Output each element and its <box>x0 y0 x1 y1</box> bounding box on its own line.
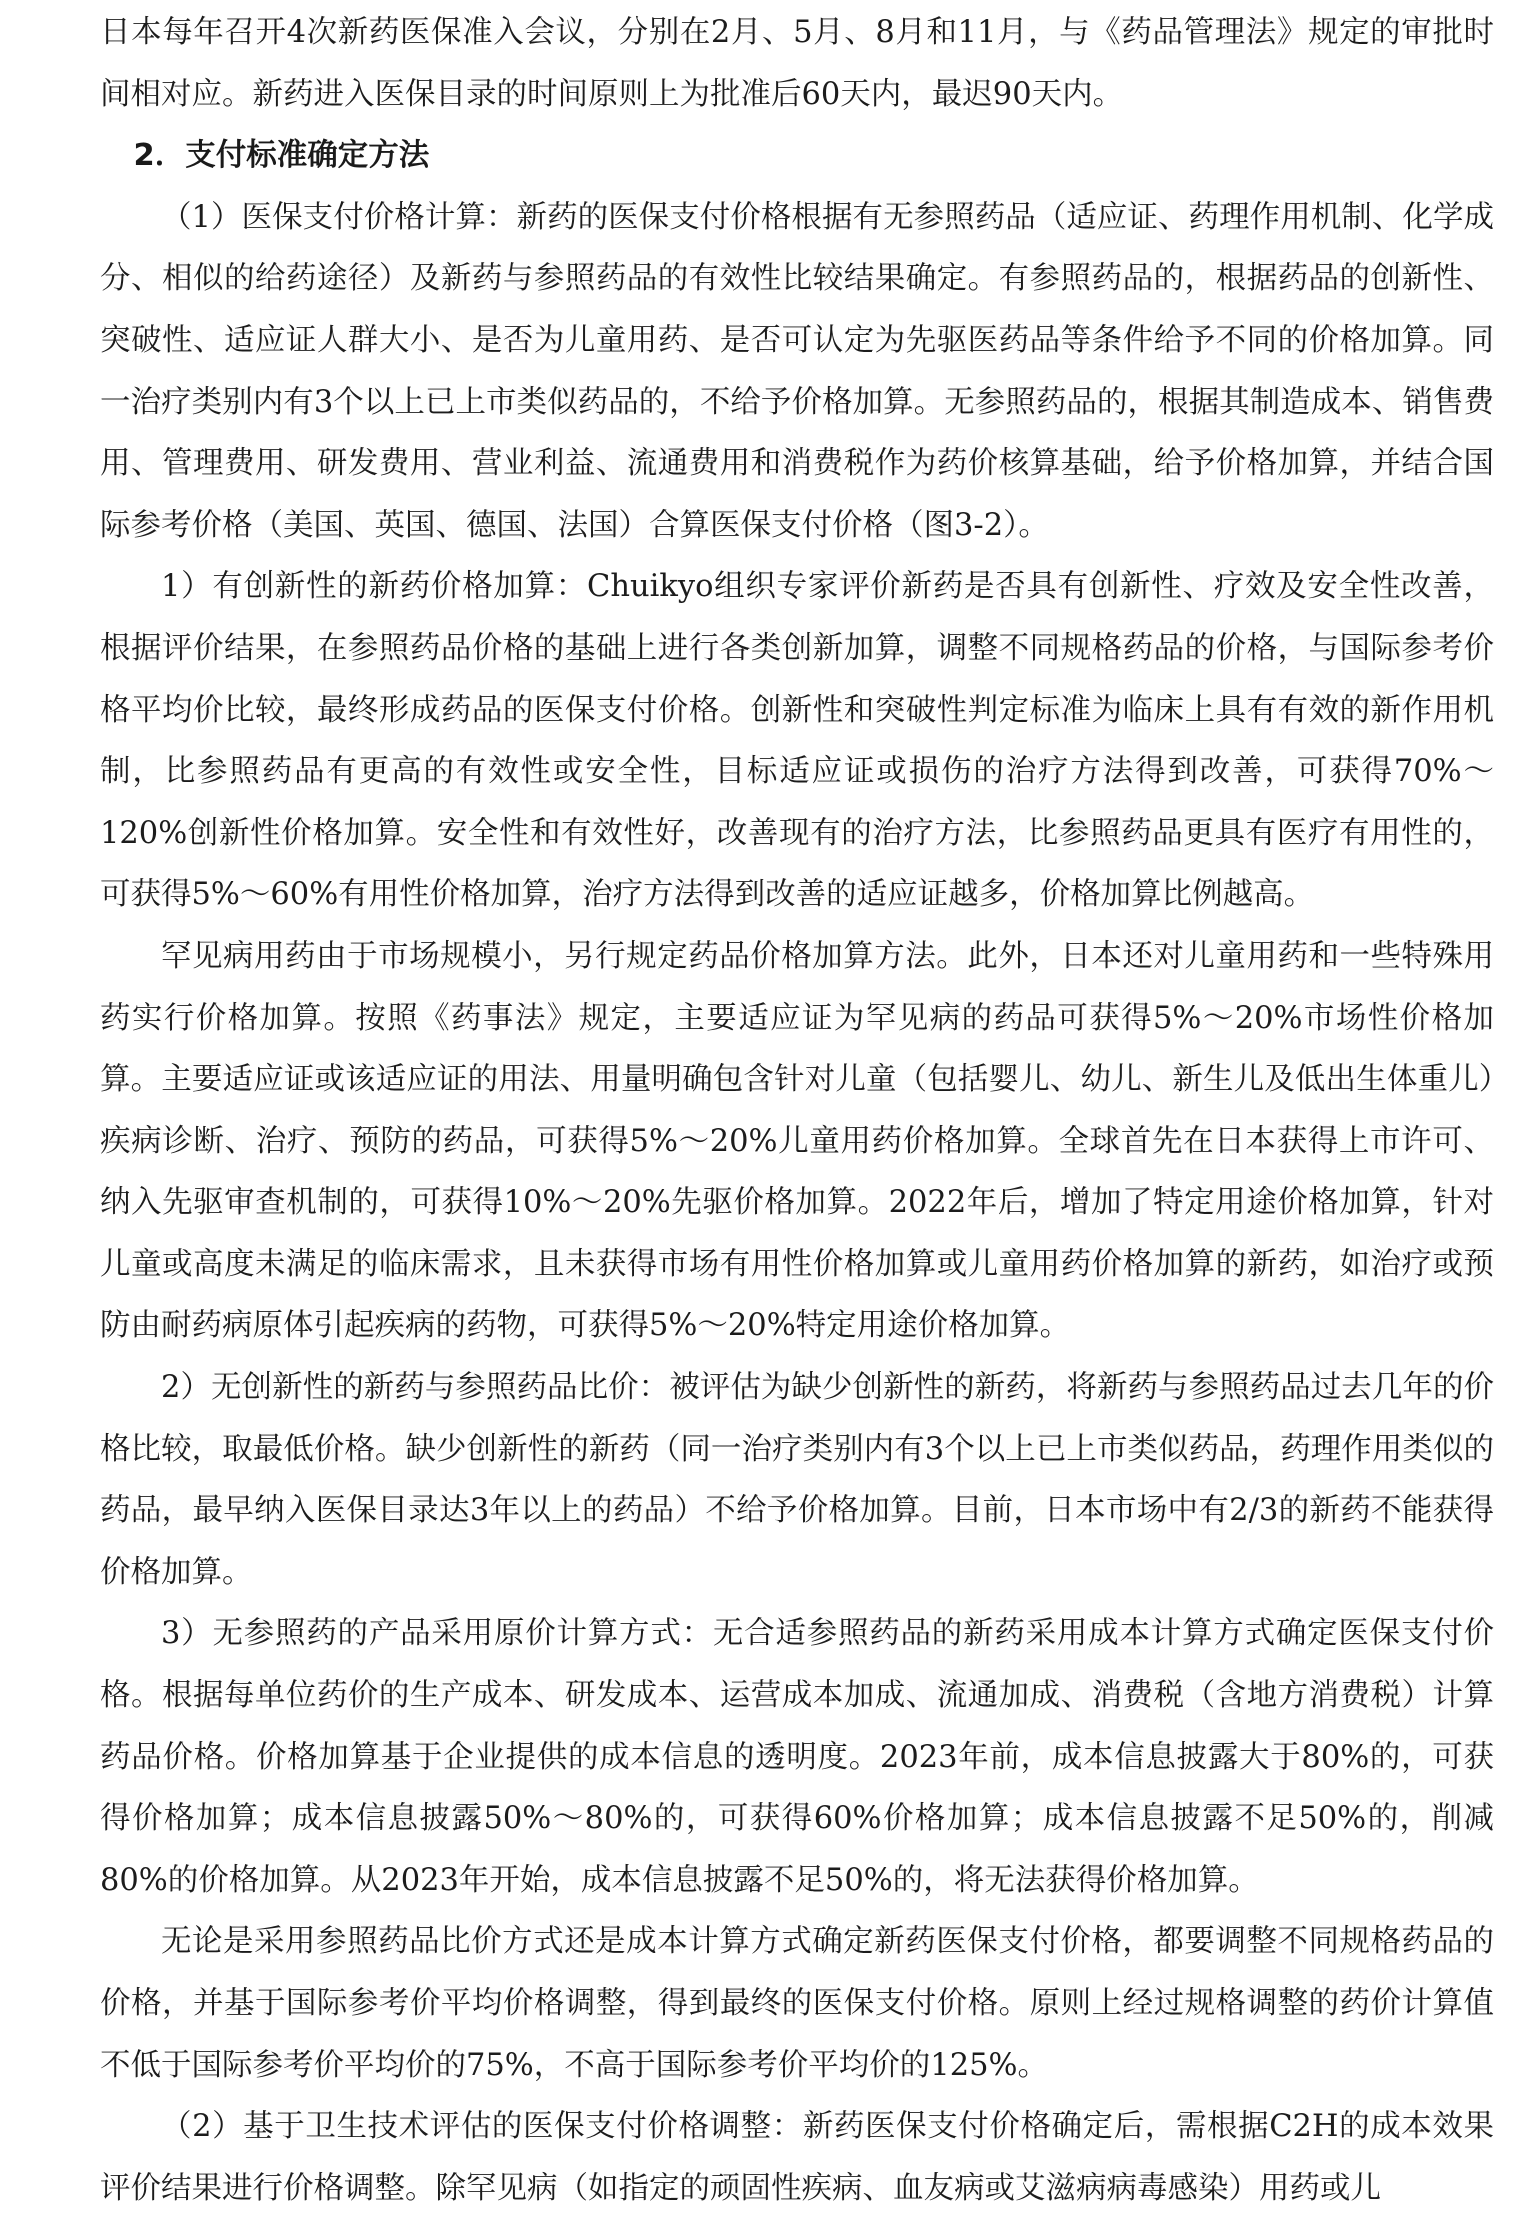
paragraph-cost-calculation: 3）无参照药的产品采用原价计算方式：无合适参照药品的新药采用成本计算方式确定医保支付价格。根据每单位药价的生产成本、研发成本、运营成本加成、流通加成、消费税（含地方消费税）计算药品价格。价格加算基于企业提供的成本信息的透明度。2023年前，成本信息披露大于80%的，可获得价格加算；成本信息披露50%～80%的，可获得60%价格加算；成本信息披露不足50%的，削减80%的价格加算。从2023年开始，成本信息披露不足50%的，将无法获得价格加算。 <box>100 1616 1494 1898</box>
paragraph-non-innovative: 2）无创新性的新药与参照药品比价：被评估为缺少创新性的新药，将新药与参照药品过去几年的价格比较，取最低价格。缺少创新性的新药（同一治疗类别内有3个以上已上市类似药品，药理作用类似的药品，最早纳入医保目录达3年以上的药品）不给予价格加算。目前，日本市场中有2/3的新药不能获得价格加算。 <box>100 1370 1494 1590</box>
paragraph-rare-disease: 罕见病用药由于市场规模小，另行规定药品价格加算方法。此外，日本还对儿童用药和一些特殊用药实行价格加算。按照《药事法》规定，主要适应证为罕见病的药品可获得5%～20%市场性价格加算。主要适应证或该适应证的用法、用量明确包含针对儿童（包括婴儿、幼儿、新生儿及低出生体重儿）疾病诊断、治疗、预防的药品，可获得5%～20%儿童用药价格加算。全球首先在日本获得上市许可、纳入先驱审查机制的，可获得10%～20%先驱价格加算。2022年后，增加了特定用途价格加算，针对儿童或高度未满足的临床需求，且未获得市场有用性价格加算或儿童用药价格加算的新药，如治疗或预防由耐药病原体引起疾病的药物，可获得5%～20%特定用途价格加算。 <box>100 938 1494 1344</box>
paragraph-hta-adjustment: （2）基于卫生技术评估的医保支付价格调整：新药医保支付价格确定后，需根据C2H的成本效果评价结果进行价格调整。除罕见病（如指定的顽固性疾病、血友病或艾滋病病毒感染）用药或儿 <box>100 2109 1494 2206</box>
paragraph-innovative-pricing: 1）有创新性的新药价格加算：Chuikyo组织专家评价新药是否具有创新性、疗效及安全性改善，根据评价结果，在参照药品价格的基础上进行各类创新加算，调整不同规格药品的价格，与国际参考价格平均价比较，最终形成药品的医保支付价格。创新性和突破性判定标准为临床上具有有效的新作用机制，比参照药品有更高的有效性或安全性，目标适应证或损伤的治疗方法得到改善，可获得70%～120%创新性价格加算。安全性和有效性好，改善现有的治疗方法，比参照药品更具有医疗有用性的，可获得5%～60%有用性价格加算，治疗方法得到改善的适应证越多，价格加算比例越高。 <box>100 569 1494 913</box>
section-heading: 2．支付标准确定方法 <box>133 138 430 174</box>
paragraph-payment-calculation: （1）医保支付价格计算：新药的医保支付价格根据有无参照药品（适应证、药理作用机制、化学成分、相似的给药途径）及新药与参照药品的有效性比较结果确定。有参照药品的，根据药品的创新性、突破性、适应证人群大小、是否为儿童用药、是否可认定为先驱医药品等条件给予不同的价格加算。同一治疗类别内有3个以上已上市类似药品的，不给予价格加算。无参照药品的，根据其制造成本、销售费用、管理费用、研发费用、营业利益、流通费用和消费税作为药价核算基础，给予价格加算，并结合国际参考价格（美国、英国、德国、法国）合算医保支付价格（图3-2）。 <box>100 199 1494 543</box>
intro-paragraph: 日本每年召开4次新药医保准入会议，分别在2月、5月、8月和11月，与《药品管理法》规定的审批时间相对应。新药进入医保目录的时间原则上为批准后60天内，最迟90天内。 <box>100 15 1494 112</box>
paragraph-price-adjustment: 无论是采用参照药品比价方式还是成本计算方式确定新药医保支付价格，都要调整不同规格药品的价格，并基于国际参考价平均价格调整，得到最终的医保支付价格。原则上经过规格调整的药价计算值不低于国际参考价平均价的75%，不高于国际参考价平均价的125%。 <box>100 1924 1494 2083</box>
